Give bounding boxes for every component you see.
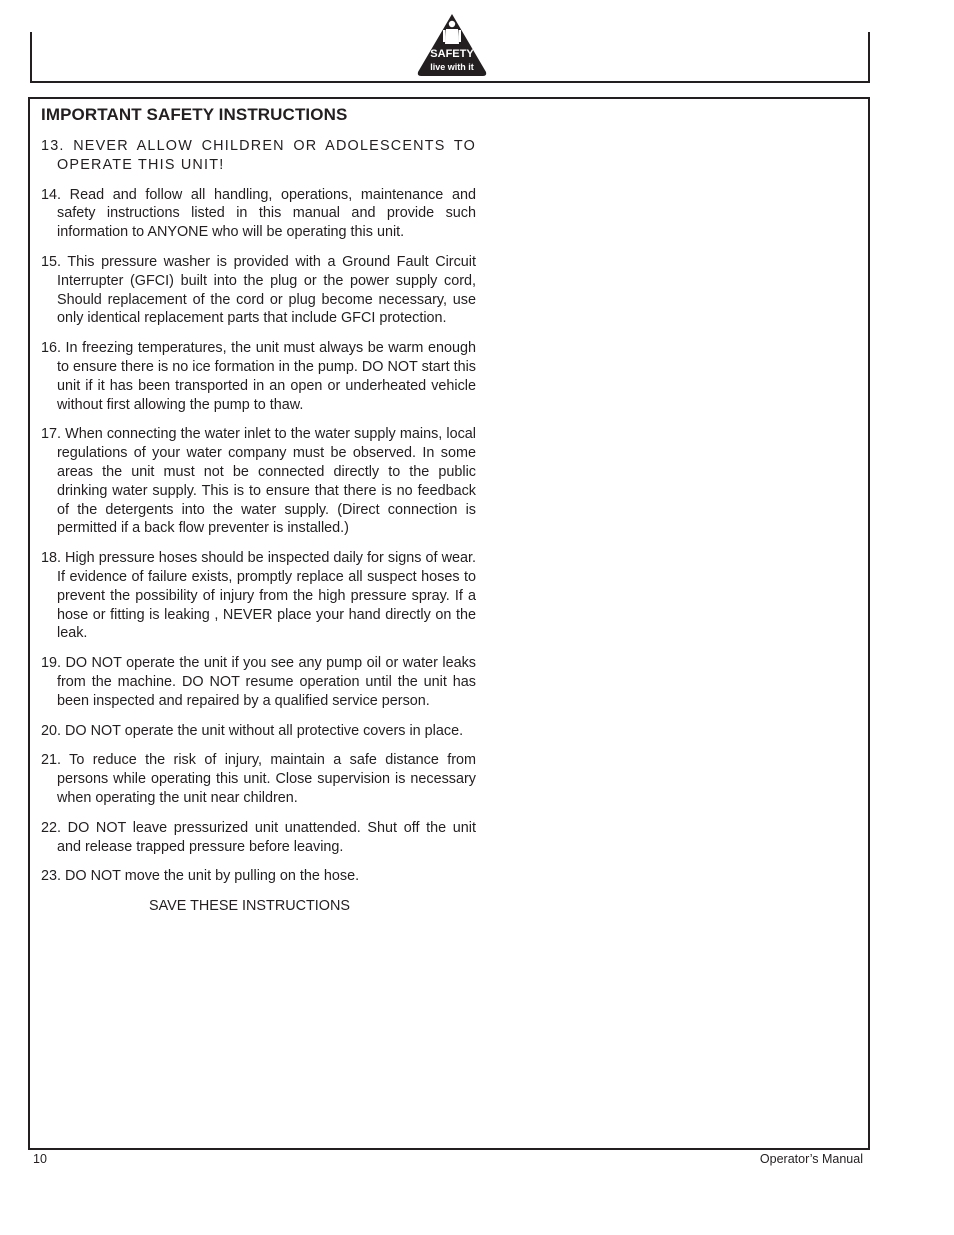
instructions-column <box>41 105 476 916</box>
manual-label: Operator’s Manual <box>759 1152 863 1166</box>
instruction-item: 22. DO NOT leave pressurized unit unattended. Shut off the unit and release trapped pressure before leaving. <box>41 819 476 855</box>
save-instructions-note: SAVE THESE INSTRUCTIONS <box>149 898 350 915</box>
instruction-item: 23. DO NOT move the unit by pulling on the hose. <box>41 868 360 885</box>
page-number: 10 <box>33 1152 47 1166</box>
instruction-item: 18. High pressure hoses should be inspected daily for signs of wear. If evidence of failure exists, promptly replace all suspect hoses to prevent the possibility of injury from the high pressure spray. If a hose or fitting is leaking , NEVER place your hand directly on the leak. <box>41 550 476 642</box>
logo-line2: live with it <box>430 62 474 72</box>
instruction-item: 15. This pressure washer is provided with a Ground Fault Circuit Interrupter (GFCI) built into the plug or the power supply cord, Should replacement of the cord or plug become necessary, use only identical replacement parts that include GFCI protection. <box>41 253 476 327</box>
instruction-item: 19. DO NOT operate the unit if you see any pump oil or water leaks from the machine. DO NOT resume operation until the unit has been inspected and repaired by a qualified service person. <box>41 655 476 709</box>
section-title: IMPORTANT SAFETY INSTRUCTIONS <box>41 105 348 124</box>
instruction-item: 20. DO NOT operate the unit without all protective covers in place. <box>41 722 464 739</box>
instruction-item: 13. NEVER ALLOW CHILDREN OR ADOLESCENTS TO OPERATE THIS UNIT! <box>41 138 476 173</box>
instruction-item: 16. In freezing temperatures, the unit must always be warm enough to ensure there is no ice formation in the pump. DO NOT start this unit if it has been transported in an open or underheated vehicle without first allowing the pump to thaw. <box>41 340 476 413</box>
instruction-item: 14. Read and follow all handling, operations, maintenance and safety instructions listed in this manual and provide such information to ANYONE who will be operating this unit. <box>41 186 476 241</box>
content-frame <box>28 97 870 1150</box>
instruction-item: 17. When connecting the water inlet to the water supply mains, local regulations of your water company must be observed. In some areas the unit must not be connected directly to the public drinking water supply. This is to ensure that there is no feedback of the detergents into the water supply. (Direct connection is permitted if a back flow preventer is installed.) <box>41 426 476 537</box>
instruction-item: 21. To reduce the risk of injury, maintain a safe distance from persons while operating this unit. Close supervision is necessary when operating the unit near children. <box>41 752 476 806</box>
safety-logo-icon <box>415 12 489 78</box>
logo-line1: SAFETY <box>430 48 474 60</box>
